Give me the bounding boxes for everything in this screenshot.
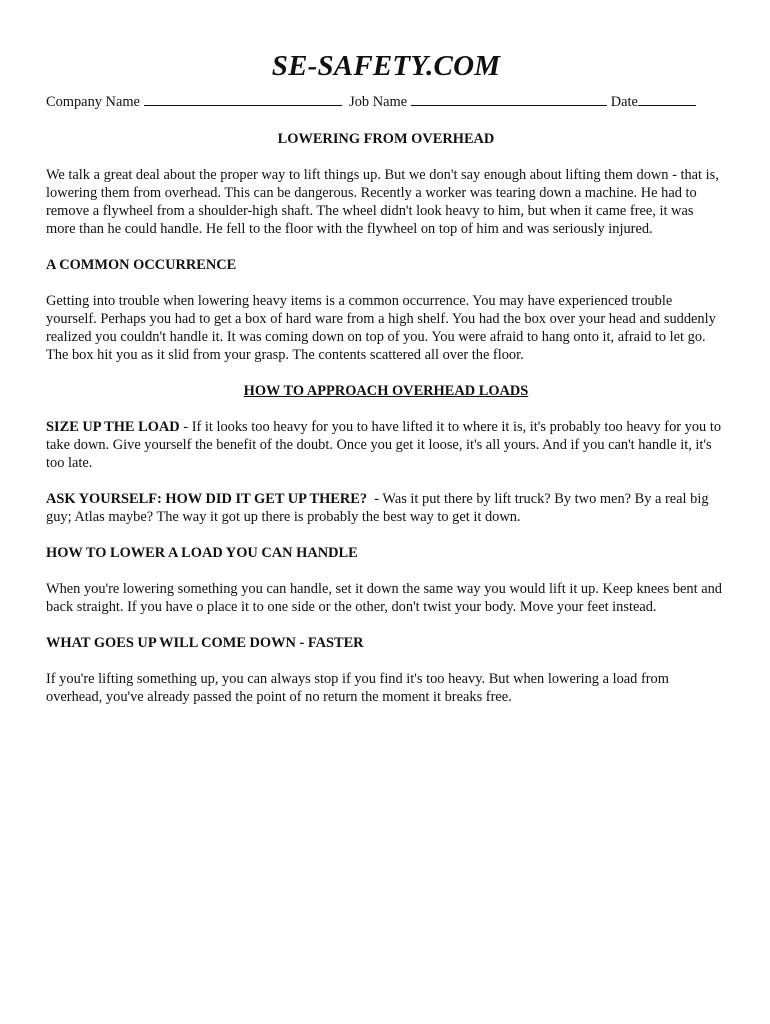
ask-yourself-body: - Was it put there by lift truck? By two men? By a real big guy; Atlas maybe? The way it got up there is probably the best way to get it down. <box>46 491 713 525</box>
intro-paragraph: We talk a great deal about the proper way to lift things up. But we don't say enough about lifting them down - that is, lowering them from overhead. This can be dangerous. Recently a worker was tearing down a machine. He had to remove a flywheel from a shoulder-high shaft. The wheel didn't look heavy to him, but when it came free, it was more than he could handle. He fell to the floor with the flywheel on top of him and was seriously injured. <box>46 167 719 237</box>
size-up-lead: SIZE UP THE LOAD <box>46 419 180 435</box>
form-line <box>46 92 726 111</box>
faster-paragraph: If you're lifting something up, you can always stop if you find it's too heavy. But when lowering a load from overhead, you've already passed the point of no return the moment it breaks free. <box>46 671 669 705</box>
document-title: LOWERING FROM OVERHEAD <box>277 131 495 147</box>
size-up-paragraph <box>46 418 726 472</box>
ask-yourself-lead: ASK YOURSELF: HOW DID IT GET UP THERE? <box>46 491 368 507</box>
lower-load-paragraph: When you're lowering something you can handle, set it down the same way you would lift it up. Keep knees bent and back straight. If you have o place it to one side or the other, don't twist your body. Move your feet instead. <box>46 581 722 615</box>
date-label: Date <box>610 94 638 110</box>
company-name-label: Company Name <box>46 94 140 110</box>
common-occurrence-paragraph: Getting into trouble when lowering heavy items is a common occurrence. You may have experienced trouble yourself. Perhaps you had to get a box of hard ware from a high shelf. You had the box over your head and suddenly realized you couldn't handle it. It was coming down on top of you. You were afraid to hang onto it, afraid to let go. The box hit you as it slid from your grasp. The contents scattered all over the floor. <box>46 293 716 363</box>
size-up-body: - If it looks too heavy for you to have lifted it to where it is, it's probably too heavy for you to take down. Give yourself the benefit of the doubt. Once you get it loose, it's all yours. And if you can't handle it, it's too late. <box>46 419 722 471</box>
common-occurrence-heading: A COMMON OCCURRENCE <box>46 257 237 273</box>
faster-heading: WHAT GOES UP WILL COME DOWN - FASTER <box>46 635 364 651</box>
company-name-blank <box>144 92 342 106</box>
site-title: SE-SAFETY.COM <box>271 50 501 82</box>
lower-load-heading: HOW TO LOWER A LOAD YOU CAN HANDLE <box>46 545 358 561</box>
job-name-blank <box>411 92 607 106</box>
job-name-label: Job Name <box>349 94 408 110</box>
approach-heading: HOW TO APPROACH OVERHEAD LOADS <box>243 383 529 399</box>
date-blank <box>638 92 696 106</box>
ask-yourself-paragraph <box>46 490 726 526</box>
